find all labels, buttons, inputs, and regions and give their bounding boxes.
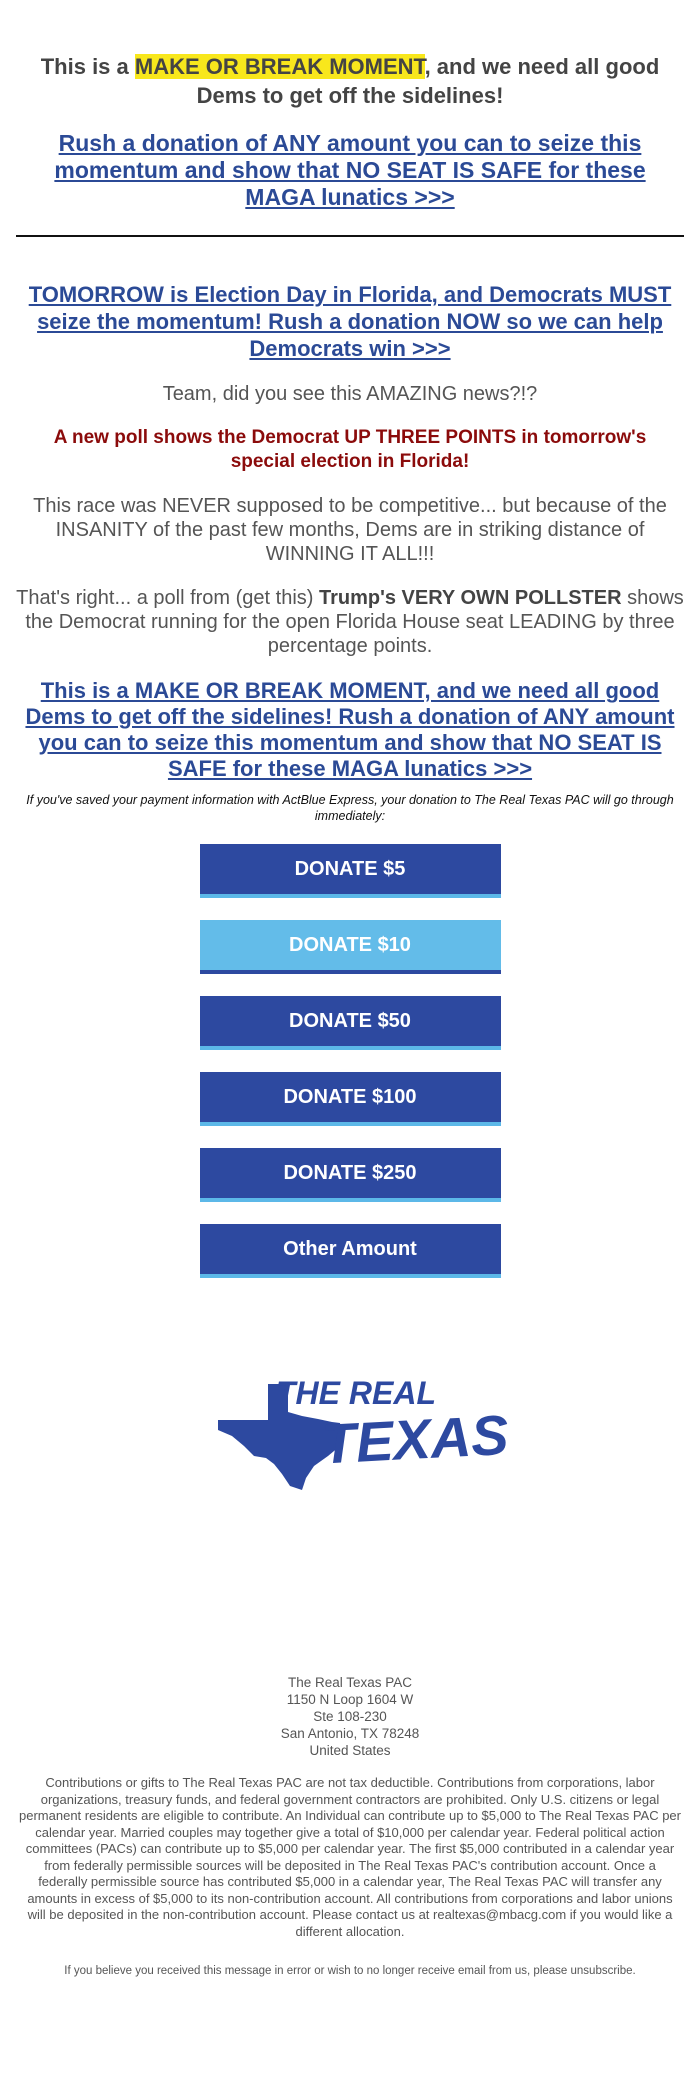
bottom-donate-link[interactable]: This is a MAKE OR BREAK MOMENT, and we need all good Dems to get off the sidelines! Rush a donation of ANY amount you can to seize this momentum and show that NO SEAT IS SAFE for these MAGA lunatics >>>	[25, 678, 675, 781]
email-body	[0, 52, 700, 1979]
headline-pre: This is a	[40, 54, 135, 79]
poll-alert: A new poll shows the Democrat UP THREE POINTS in tomorrow's special election in Florida!	[53, 427, 647, 472]
intro-paragraph: Team, did you see this AMAZING news?!?	[162, 383, 538, 405]
footer-city: San Antonio, TX 78248	[280, 1726, 420, 1741]
race-paragraph: This race was NEVER supposed to be competitive... but because of the INSANITY of the past few months, Dems are in striking distance of WINNING IT ALL!!!	[33, 495, 667, 565]
unsubscribe-text[interactable]: If you believe you received this message in error or wish to no longer receive email from us, please unsubscribe.	[64, 1965, 636, 1977]
logo-line1: THE REAL	[276, 1375, 436, 1411]
footer-street: 1150 N Loop 1604 W	[286, 1692, 414, 1707]
poll-paragraph-post: shows the Democrat running for the open Florida House seat LEADING by three percentage points.	[25, 587, 684, 657]
poll-paragraph-pre: That's right... a poll from (get this)	[16, 587, 319, 609]
top-donate-link[interactable]: Rush a donation of ANY amount you can to seize this momentum and show that NO SEAT IS SAFE for these MAGA lunatics >>>	[54, 130, 646, 210]
top-headline	[24, 52, 676, 110]
bottom-cta-container	[20, 678, 680, 782]
donate-10-button[interactable]: DONATE $10	[200, 920, 501, 974]
election-donate-link[interactable]: TOMORROW is Election Day in Florida, and Democrats MUST seize the momentum! Rush a donation NOW so we can help Democrats win >>>	[28, 282, 672, 361]
real-texas-logo	[210, 1366, 510, 1486]
other-amount-button[interactable]: Other Amount	[200, 1224, 501, 1278]
legal-disclaimer: Contributions or gifts to The Real Texas PAC are not tax deductible. Contributions from corporations, labor organizations, treasury funds, and federal government contractors are prohibited. Only U.S. citizens or legal permanent residents are eligible to contribute. An Individual can contribute up to $5,000 to The Real Texas PAC per calendar year. Married couples may together give a total of $10,000 per calendar year. Federal political action committees (PACs) can contribute up to $5,000 per calendar year. The first $5,000 contributed in a calendar year from federally permissible sources will be deposited in The Real Texas PAC's contribution account. Once a federally permissible source has contributed $5,000 in a calendar year, The Real Texas PAC will transfer any amounts in excess of $5,000 to its non-contribution account. All contributions from corporations and labor unions will be deposited in the non-contribution account. Please contact us at realtexas@mbacg.com if you would like a different allocation.	[19, 1775, 681, 1939]
footer-org: The Real Texas PAC	[287, 1675, 413, 1690]
donate-250-button[interactable]: DONATE $250	[200, 1148, 501, 1202]
actblue-note: If you've saved your payment information with ActBlue Express, your donation to The Real Texas PAC will go through immediately:	[26, 793, 674, 823]
divider	[16, 235, 684, 237]
donate-5-button[interactable]: DONATE $5	[200, 844, 501, 898]
footer-country: United States	[309, 1743, 391, 1758]
election-cta-container	[24, 281, 676, 362]
donate-50-button[interactable]: DONATE $50	[200, 996, 501, 1050]
donate-buttons	[0, 844, 700, 1300]
poll-paragraph-bold: Trump's VERY OWN POLLSTER	[318, 587, 622, 609]
logo-line2: TEXAS	[320, 1402, 510, 1476]
footer-address	[0, 1674, 700, 1759]
top-cta-container	[24, 130, 676, 211]
headline-post: , and we need all good Dems to get off the sidelines!	[196, 54, 660, 108]
headline-highlight: MAKE OR BREAK MOMENT	[134, 54, 425, 79]
donate-100-button[interactable]: DONATE $100	[200, 1072, 501, 1126]
footer-suite: Ste 108-230	[313, 1709, 387, 1724]
poll-paragraph	[14, 586, 686, 658]
